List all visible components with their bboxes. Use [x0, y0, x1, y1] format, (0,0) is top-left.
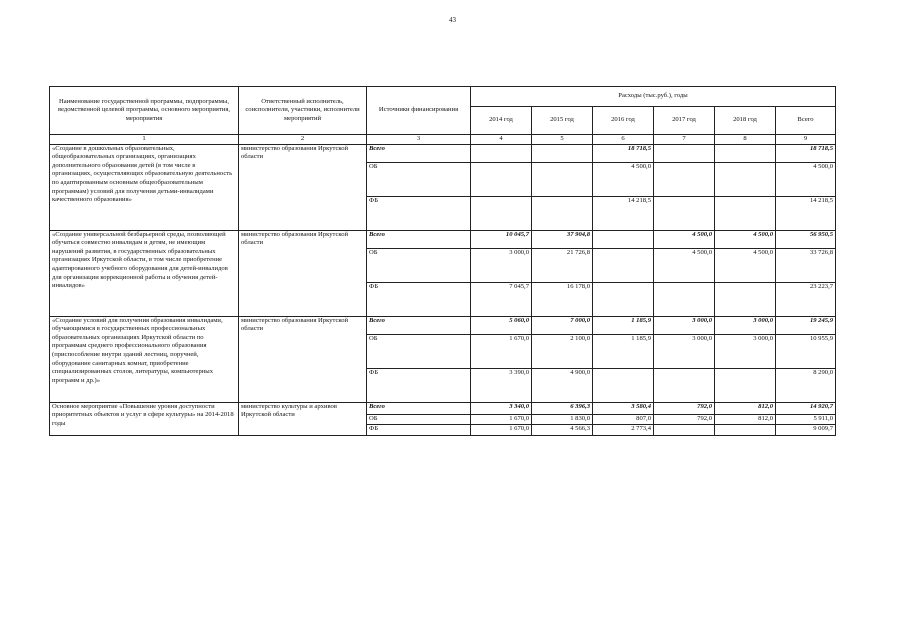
- source-regional: ОБ: [367, 334, 471, 368]
- value-cell: [654, 282, 715, 316]
- value-cell: [654, 368, 715, 402]
- value-cell: 1 670,0: [471, 414, 532, 424]
- value-cell: [593, 248, 654, 282]
- value-cell: 37 904,8: [532, 230, 593, 248]
- header-year: 2017 год: [654, 107, 715, 135]
- value-cell: 10 955,9: [776, 334, 836, 368]
- value-cell: [593, 230, 654, 248]
- value-cell: 4 900,0: [532, 368, 593, 402]
- value-cell: 10 045,7: [471, 230, 532, 248]
- header-expenses: Расходы (тыс.руб.), годы: [471, 87, 836, 107]
- value-cell: 4 566,3: [532, 424, 593, 435]
- value-cell: [532, 196, 593, 230]
- value-cell: 812,0: [715, 414, 776, 424]
- value-cell: 4 500,0: [593, 162, 654, 196]
- executor: министерство образования Иркутской области: [239, 230, 367, 316]
- value-cell: 2 100,0: [532, 334, 593, 368]
- value-cell: 16 178,0: [532, 282, 593, 316]
- measure-name: «Создание универсальной безбарьерной среды, позволяющей обучаться совместно инвалидам и детям, не имеющим нарушений развития, в государственных образовательных организациях Иркутской области, в том числе приобретение адаптированного учебного оборудования для детей-инвалидов для организации коррекционной работы и обучения детей-инвалидов»: [50, 230, 239, 316]
- source-federal: ФБ: [367, 368, 471, 402]
- column-number: 2: [239, 135, 367, 145]
- value-cell: 18 718,5: [593, 144, 654, 162]
- value-cell: 6 396,3: [532, 402, 593, 414]
- value-cell: 4 500,0: [654, 248, 715, 282]
- value-cell: 3 000,0: [654, 334, 715, 368]
- value-cell: 7 000,0: [532, 316, 593, 334]
- column-number: 5: [532, 135, 593, 145]
- value-cell: 3 000,0: [715, 316, 776, 334]
- budget-table: [49, 86, 836, 436]
- table-row: [50, 402, 836, 414]
- value-cell: [715, 424, 776, 435]
- value-cell: 2 773,4: [593, 424, 654, 435]
- value-cell: [715, 282, 776, 316]
- header-name: Наименование государственной программы, подпрограммы, ведомственной целевой программы, основного мероприятия, мероприятия: [50, 87, 239, 135]
- measure-name: «Создание в дошкольных образовательных, общеобразовательных организациях, организациях дополнительного образования детей (в том числе в организациях, осуществляющих образовательную деятельность по адаптированным основным общеобразовательным программам) условий для получения детьми-инвалидами качественного образования»: [50, 144, 239, 230]
- value-cell: 14 218,5: [593, 196, 654, 230]
- source-total: Всего: [367, 316, 471, 334]
- value-cell: 23 223,7: [776, 282, 836, 316]
- source-regional: ОБ: [367, 162, 471, 196]
- header-source: Источники финансирования: [367, 87, 471, 135]
- value-cell: 5 911,0: [776, 414, 836, 424]
- value-cell: 4 500,0: [715, 230, 776, 248]
- value-cell: 1 670,0: [471, 424, 532, 435]
- value-cell: 8 290,0: [776, 368, 836, 402]
- value-cell: 812,0: [715, 402, 776, 414]
- measure-name: «Создание условий для получения образования инвалидами, обучающимися в государственных профессиональных образовательных организациях Иркутской области по программам среднего профессионального образования (приспособление внутри зданий лестниц, поручней, оборудование санитарных комнат, приобретение специализированных столов, литературы, компьютерных программ и др.)»: [50, 316, 239, 402]
- source-total: Всего: [367, 402, 471, 414]
- value-cell: [593, 282, 654, 316]
- executor: министерство образования Иркутской области: [239, 144, 367, 230]
- value-cell: [715, 162, 776, 196]
- column-number: 7: [654, 135, 715, 145]
- value-cell: 792,0: [654, 402, 715, 414]
- value-cell: 3 580,4: [593, 402, 654, 414]
- value-cell: [654, 162, 715, 196]
- value-cell: 1 185,9: [593, 334, 654, 368]
- value-cell: [654, 144, 715, 162]
- value-cell: 792,0: [654, 414, 715, 424]
- table-row: [50, 144, 836, 162]
- value-cell: 18 718,5: [776, 144, 836, 162]
- header-year: 2015 год: [532, 107, 593, 135]
- header-total: Всего: [776, 107, 836, 135]
- value-cell: 21 726,8: [532, 248, 593, 282]
- value-cell: 14 218,5: [776, 196, 836, 230]
- value-cell: 3 000,0: [471, 248, 532, 282]
- source-federal: ФБ: [367, 196, 471, 230]
- value-cell: [532, 144, 593, 162]
- value-cell: 1 670,0: [471, 334, 532, 368]
- value-cell: 3 000,0: [715, 334, 776, 368]
- value-cell: 1 830,0: [532, 414, 593, 424]
- value-cell: 33 726,8: [776, 248, 836, 282]
- value-cell: 7 045,7: [471, 282, 532, 316]
- table-row: [50, 230, 836, 248]
- value-cell: 3 000,0: [654, 316, 715, 334]
- header-year: 2014 год: [471, 107, 532, 135]
- value-cell: [471, 196, 532, 230]
- column-number: 3: [367, 135, 471, 145]
- value-cell: [471, 144, 532, 162]
- measure-name: Основное мероприятие «Повышение уровня доступности приоритетных объектов и услуг в сфере культуры» на 2014-2018 годы: [50, 402, 239, 435]
- value-cell: 3 390,0: [471, 368, 532, 402]
- value-cell: 3 340,0: [471, 402, 532, 414]
- value-cell: [715, 196, 776, 230]
- value-cell: 1 185,9: [593, 316, 654, 334]
- page-number: 43: [449, 16, 456, 24]
- column-number: 1: [50, 135, 239, 145]
- column-number: 9: [776, 135, 836, 145]
- value-cell: 19 245,9: [776, 316, 836, 334]
- value-cell: 9 009,7: [776, 424, 836, 435]
- header-year: 2016 год: [593, 107, 654, 135]
- column-number: 6: [593, 135, 654, 145]
- value-cell: [471, 162, 532, 196]
- value-cell: 56 950,5: [776, 230, 836, 248]
- source-federal: ФБ: [367, 282, 471, 316]
- value-cell: 4 500,0: [715, 248, 776, 282]
- header-year: 2018 год: [715, 107, 776, 135]
- source-federal: ФБ: [367, 424, 471, 435]
- value-cell: [715, 144, 776, 162]
- value-cell: 14 920,7: [776, 402, 836, 414]
- value-cell: [654, 196, 715, 230]
- source-total: Всего: [367, 230, 471, 248]
- value-cell: 4 500,0: [654, 230, 715, 248]
- value-cell: [654, 424, 715, 435]
- value-cell: 5 060,0: [471, 316, 532, 334]
- executor: министерство культуры и архивов Иркутской области: [239, 402, 367, 435]
- value-cell: [593, 368, 654, 402]
- source-total: Всего: [367, 144, 471, 162]
- value-cell: 4 500,0: [776, 162, 836, 196]
- value-cell: [532, 162, 593, 196]
- value-cell: 807,0: [593, 414, 654, 424]
- executor: министерство образования Иркутской области: [239, 316, 367, 402]
- value-cell: [715, 368, 776, 402]
- column-number: 8: [715, 135, 776, 145]
- header-executor: Ответственный исполнитель, соисполнители, участники, исполнители мероприятий: [239, 87, 367, 135]
- source-regional: ОБ: [367, 414, 471, 424]
- table-row: [50, 316, 836, 334]
- source-regional: ОБ: [367, 248, 471, 282]
- column-number: 4: [471, 135, 532, 145]
